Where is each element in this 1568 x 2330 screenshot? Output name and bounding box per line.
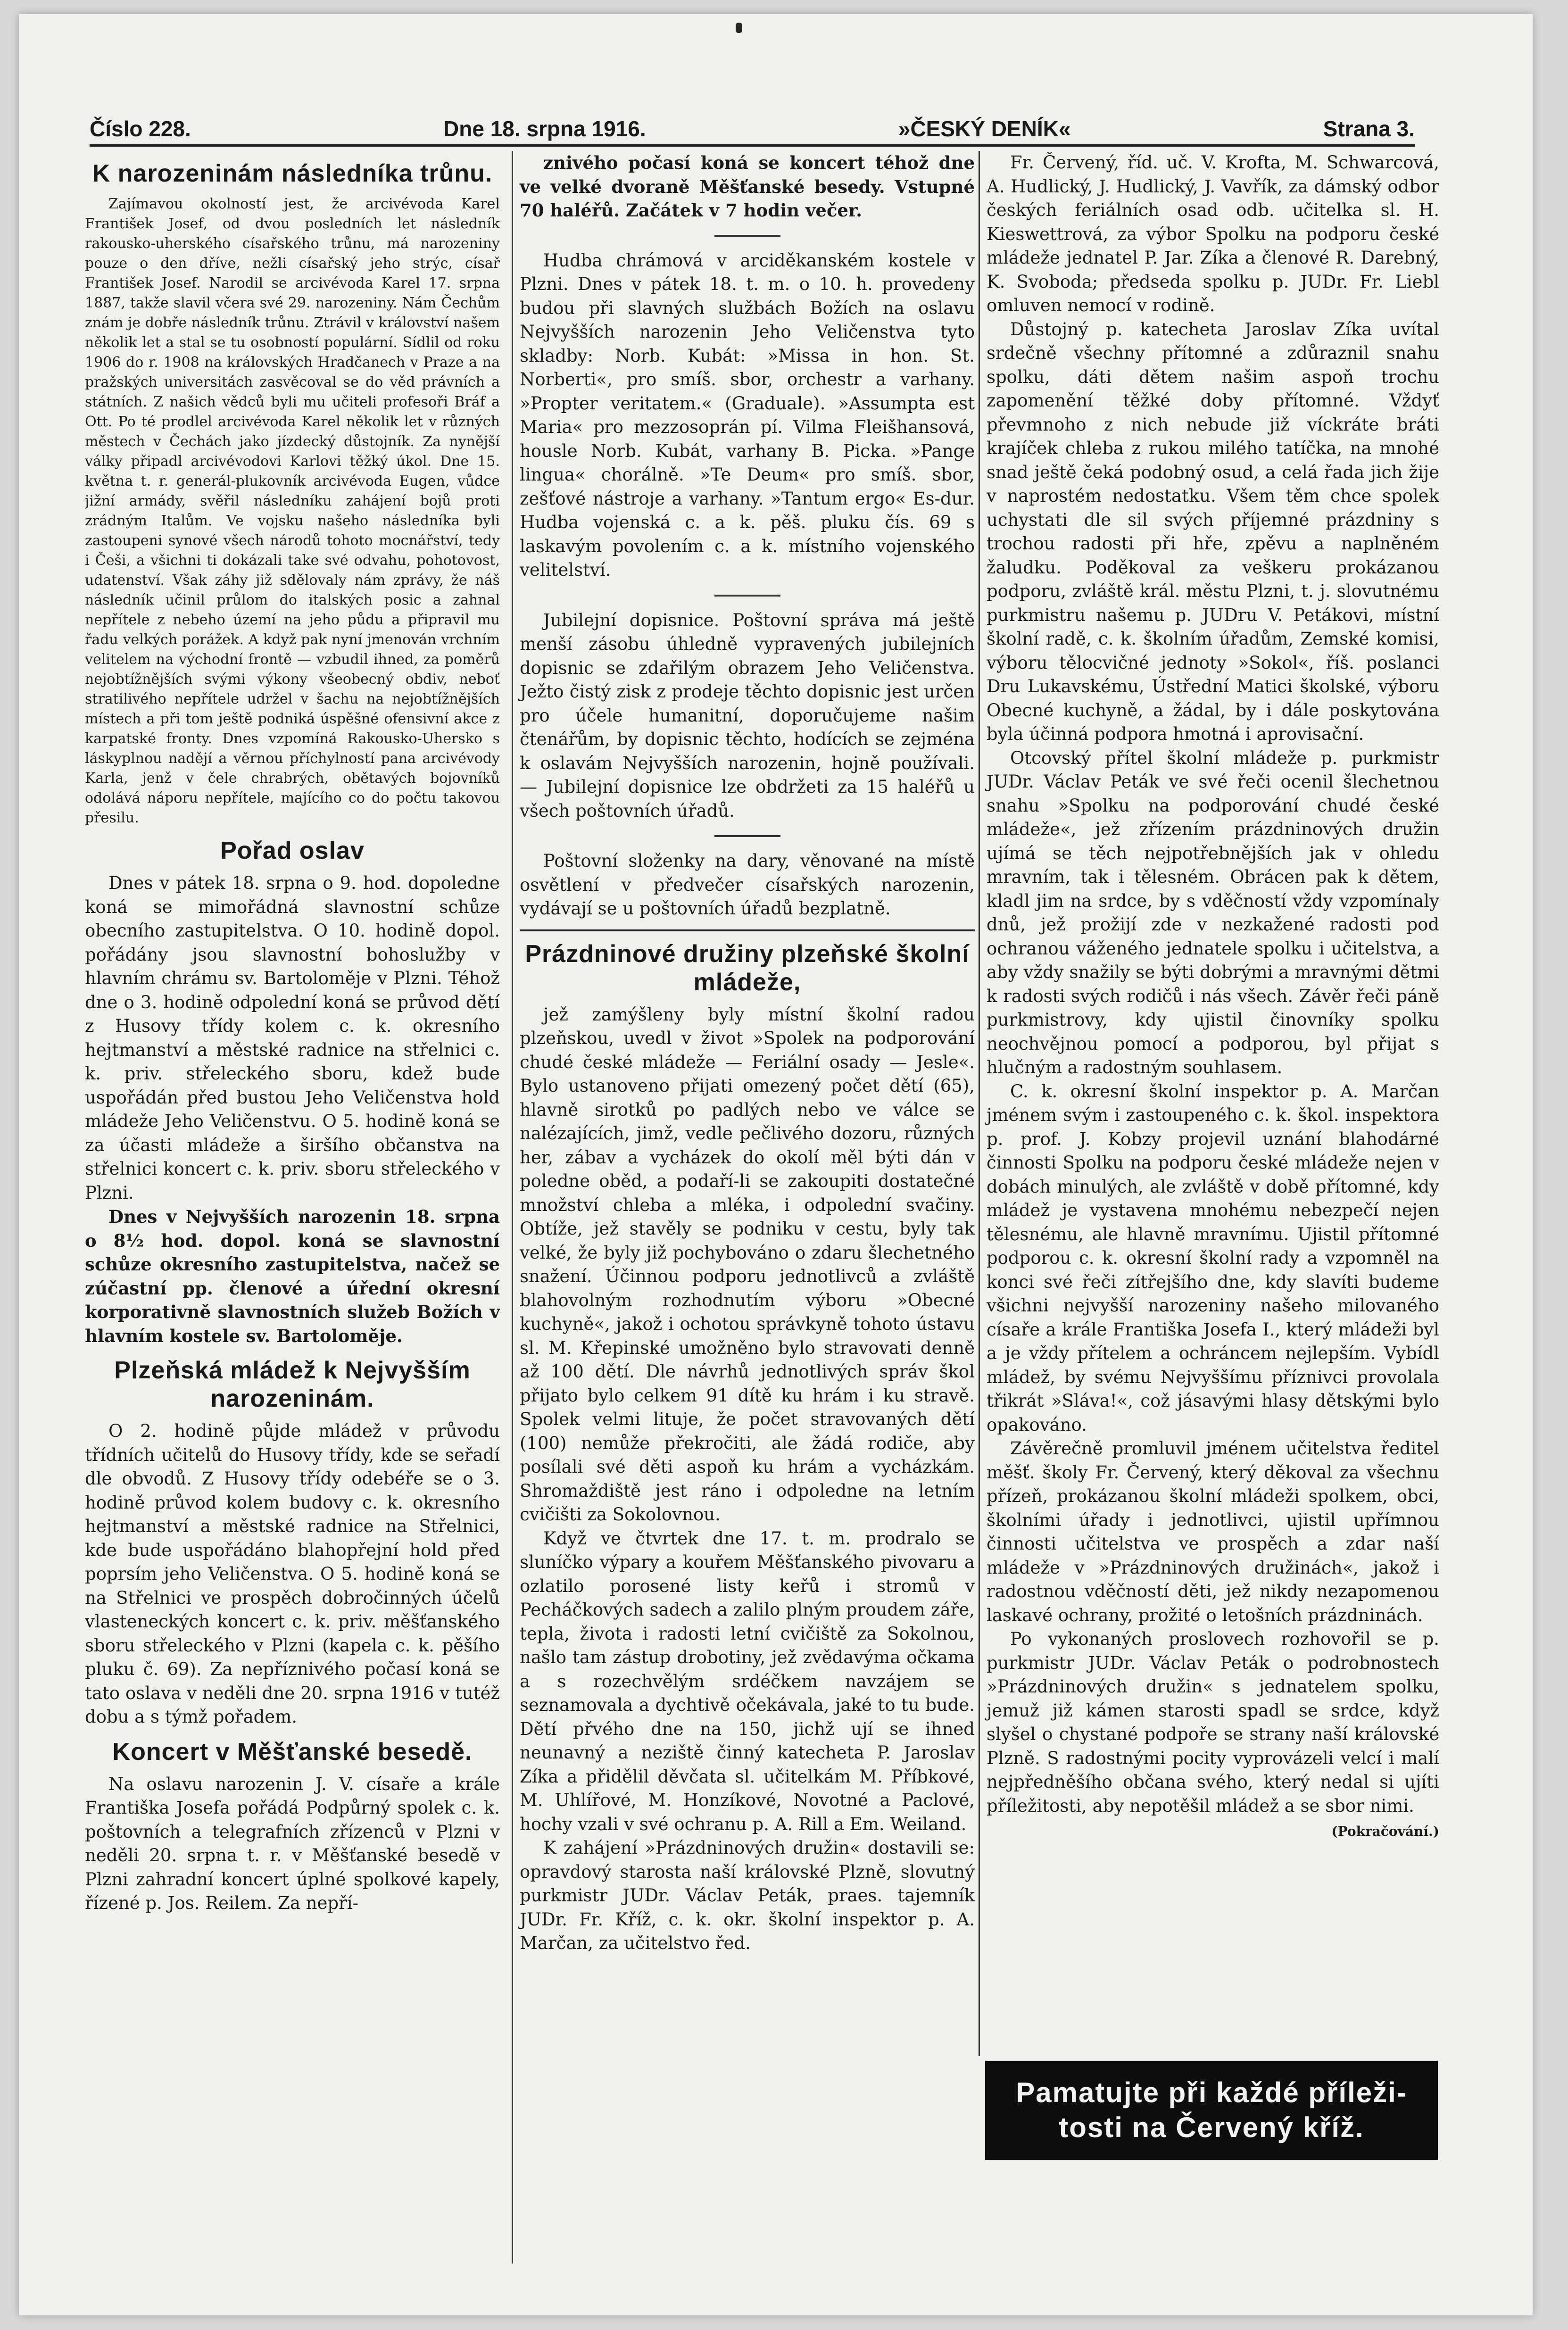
article-text: Hudba chrámová v arciděkanském kostele v Plzni. Dnes v pátek 18. t. m. o 10. h. provedeny budou při slavných službách Božích na oslavu Nejvyšších narozenin Jeho Veličenstva tyto skladby: Norb. Kubát: »Missa in hon. St. Norberti«, pro smíš. sbor, orchestr a varhany. »Propter veritatem.« (Graduale). »Assumpta est Maria« pro mezzosoprán pí. Vilma Fleišhansová, housle Norb. Kubát, varhany B. Picka. »Pange lingua« chorálně. »Te Deum« pro smíš. sbor, zešťové nástroje a varhany. »Tantum ergo« Es-dur. Hudba vojenská c. a k. pěš. pluku čís. 69 s laskavým povolením c. a k. místního vojenského velitelství.	[520, 250, 975, 580]
article-text: Když ve čtvrtek dne 17. t. m. prodralo se sluníčko výpary a kouřem Měšťanského pivovaru a ozlatilo porosené listy keřů i stromů v Pecháčkových sadech a zalilo plným proudem záře, tepla, života i radosti letní cvičiště za Sokolnou, našlo tam zástup drobotiny, jež zvědavýma očkama a s rozechvělým srdéčkem navzájem se seznamovala a dychtivě očekávala, jaké to tu bude. Dětí přvého dne na 150, jichž ují se ihned neunavný a neziště činný katecheta P. Jaroslav Zíka a přidělil děvčata sl. učitelkám M. Příbkové, M. Uhlířové, M. Honzíkové, Novotné a Paclové, hochy vzali v své ochranu p. A. Rill a Em. Weiland.	[520, 1528, 975, 1834]
separator	[714, 595, 780, 597]
notice-line: Pamatujte při každé příleži-	[1016, 2077, 1407, 2108]
article-text: C. k. okresní školní inspektor p. A. Marčan jménem svým i zastoupeného c. k. škol. inspektora p. prof. J. Kobzy projevil uznání blahodárné činnosti Spolku na podporu české mládeže nejen v dobách minulých, ale zvláště v době přítomné, kdy mládež je vystavena mnohému nebezpečí nejen tělesnému, ale hlavně mravnímu. Ujistil přítomné podporou c. k. okresní školní rady a vzpomněl na konci své řeči zítřejšího dne, kdy slavíti budeme všichni nejvyšší narozeniny našeho milovaného císaře a krále Františka Josefa I., který mládeži byl a je vždy přítelem a ochráncem nejlepším. Vybídl mládež, by svému Nejvyššímu příznivci provolala třikrát »Sláva!«, což jásavými hlasy dětskými bylo opakováno.	[987, 1081, 1439, 1435]
column-2	[512, 151, 975, 2264]
article-title: Pořad oslav	[220, 837, 365, 864]
red-cross-notice	[985, 2061, 1438, 2160]
column-1	[85, 151, 500, 2047]
article-text: Zajímavou okolností jest, že arcivévoda Karel František Josef, od dvou posledních let následník rakousko-uherského císařského trůnu, má narozeniny pouze o den dříve, nežli císařský jeho strýc, císař František Josef. Narodil se arcivévoda Karel 17. srpna 1887, takže slavil včera své 29. narozeniny. Nám Čechům znám je dobře následník trůnu. Ztrávil v království našem několik let a stal se tu osobností populární. Sídlil od roku 1906 do r. 1908 na královských Hradčanech v Praze a na pražských universitách zasvěcoval se do věd právních a státních. Z našich vědců byli mu učiteli profesoři Bráf a Ott. Po té prodlel arcivévoda Karel několik let v různých městech v Čechách jako jízdecký důstojník. Za nynější války připadl arcivévodovi Karlovi těžký úkol. Dne 15. května t. r. generál-plukovník arcivévoda Eugen, vůdce jižní armády, svěřil následníku zahájení bojů proti zrádným Italům. Ve vojsku našeho následníka byli zastoupeni synové všech národů tohoto mocnářství, tedy i Češi, a všichni ti dokázali take své odvahu, pohotovost, udatenství. Však záhy již sdělovaly nám zprávy, že náš následník učinil průlom do italských posic a zahnal nepřítele z nebeho území na jeho půdu a připravil mu řadu velkých porážek. A když pak nyní jmenován vrchním velitelem na východní frontě — vzbudil ihned, za poměrů nejobtížnějších svými výkony všeobecný obdiv, neboť stratilivého nepřítele udržel v šachu na nejobtížnějších místech a při tom ještě podniká úspěšné ofensivní akce z karpatské fronty. Dnes vzpomíná Rakousko-Uhersko s láskyplnou nadějí a věrnou příchylností pana arcivévody Karla, jenž v čele chrabrých, obětavých bojovníků odolává náporu nepřítele, majícího co do počtu takovou přesilu.	[85, 196, 500, 826]
article-text: Dnes v pátek 18. srpna o 9. hod. dopoledne koná se mimořádná slavnostní schůze obecního zastupitelstva. O 10. hodině dopol. pořádány jsou slavnostní bohoslužby v hlavním chrámu sv. Bartoloměje v Plzni. Téhož dne o 3. hodině odpolední koná se průvod dětí z Husovy třídy kolem c. k. okresního hejtmanství a městské radnice na střelnici c. k. priv. střeleckého sboru, kdež bude uspořádán před bustou Jeho Veličenstva hold mládeže Jeho Veličenstvu. O 5. hodině koná se za účasti mládeže a širšího občanstva na střelnici koncert c. k. priv. sboru střeleckého v Plzni.	[85, 873, 500, 1203]
article-title: K narozeninám následníka trůnu.	[92, 160, 493, 187]
article-text: Poštovní složenky na dary, věnované na místě osvětlení v předvečer císařských narozenin, vydávají se u poštovních úřadů bezplatně.	[520, 851, 975, 919]
section-rule	[520, 929, 975, 931]
separator	[714, 835, 780, 837]
newspaper-name: »ČESKÝ DENÍK«	[898, 116, 1071, 141]
column-3	[979, 151, 1439, 2056]
article-text: K zahájení »Prázdninových družin« dostavili se: opravdový starosta naší královské Plzně, slovutný purkmistr JUDr. Václav Peták, praes. tajemník JUDr. Fr. Kříž, c. k. okr. školní inspektor p. A. Marčan, za učitelstvo řed.	[520, 1838, 975, 1953]
article-text: Důstojný p. katecheta Jaroslav Zíka uvítal srdečně všechny přítomné a zdůraznil snahu spolku, dáti dětem našim aspoň trochu zapomenění těžké doby přítomné. Vždyť převmnoho z nich nebude již víckráte bráti krajíček chleba z rukou milého tatíčka, na mnohé snad ještě čeká podobný osud, a celá řada jich žije v naprostém nedostatku. Všem těm chce spolek uchystati dle sil svých příjemné prázdniny s trochou radosti při hře, zpěvu a naplněném žaludku. Poděkoval za veškeru prokázanou podporu, zvláště král. městu Plzni, t. j. slovutnému purkmistru našemu p. JUDru V. Petákovi, místní školní radě, c. k. školním úřadům, Zemské komisi, výboru tělocvičné jednoty »Sokol«, říš. poslanci Dru Lukavskému, Ústřední Matici školské, výboru Obecné kuchyně, a žádal, by i dále poskytována byla účinná podpora hmotná i aprovisační.	[987, 319, 1439, 744]
page-number: Strana 3.	[1323, 116, 1415, 141]
article-text: Závěrečně promluvil jménem učitelstva ředitel měšť. školy Fr. Červený, který děkoval za všechnu přízeň, prokázanou školní mládeži spolkem, obci, školními úřady i jednotlivci, ujistil upřímnou činnosti učitelstva ve prospěch a zdar naší mládeže v »Prázdninových družinách«, jakož i radostnou vděčností děti, jež nikdy nezapomenou laskavé ochrany, prožité o letošních prázdninách.	[987, 1438, 1439, 1625]
article-text: jež zamýšleny byly místní školní radou plzeňskou, uvedl v život »Spolek na podporování chudé české mládeže — Feriální osady — Jesle«. Bylo ustanoveno přijati omezený počet dětí (65), hlavně sirotků po padlých nebo ve válce se nalézajících, jimž, vedle pečlivého dozoru, různých her, zábav a vycházek do okolí měl býti dán v poledne oběd, a podaří-li se zakoupiti dostatečné množství chleba a mléka, i odpolední svačiny. Obtíže, jež stavěly se podniku v cestu, byly tak velké, že byly již pochybováno o zdaru šlechetného snažení. Účinnou podporu jednotlivců a zvláště blahovolným rozhodnutím výboru »Obecné kuchyně«, jakož i ochotou správkyně tohoto ústavu sl. M. Křepinské umožněno bylo stravovati denně až 100 dětí. Dle návrhů jednotlivých správ škol přijato bylo celkem 91 dítě ku hrám i ku stravě. Spolek velmi lituje, že počet stravovaných dětí (100) nemůže překročiti, ale žádá rodiče, aby posílali své děti aspoň ku hrám a vycházkám. Shromaždiště jest ráno i odpoledne na letním cvičišti za Sokolovnou.	[520, 1004, 975, 1525]
punch-mark	[736, 23, 742, 33]
article-text: Jubilejní dopisnice. Poštovní správa má ještě menší zásobu úhledně vypravených jubilejních dopisnic se zdařilým obrazem Jeho Veličenstva. Ježto čistý zisk z prodeje těchto dopisnic jest určen pro účele humanitní, doporučujeme našim čtenářům, by dopisnic těchto, hodících se zejména k oslavám Nejvyšších narozenin, hojně používali. — Jubilejní dopisnice lze obdržeti za 15 haléřů u všech poštovních úřadů.	[520, 610, 975, 821]
article-text: Po vykonaných proslovech rozhovořil se p. purkmistr JUDr. Václav Peták o podrobnostech »Prázdninových družin« s jednatelem spolku, jemuž již kámen starosti spadl se srdce, když slyšel o chystané podpoře se strany naší královské Plzně. S radostnými pocity vyprovázeli velcí i malí nejpředněšího občana svého, který nedal si ujíti příležitosti, aby nepotěšil mládež a se sbor nimi.	[987, 1629, 1439, 1816]
notice-line: tosti na Červený kříž.	[1059, 2112, 1364, 2143]
article-text: Dnes v Nejvyšších narozenin 18. srpna o 8½ hod. dopol. koná se slavnostní schůze okresního zastupitelstva, načež se zúčastní pp. členové a úřední okresní korporativně slavnostních služeb Božích v hlavním kostele sv. Bartoloměje.	[85, 1206, 500, 1346]
article-text: znivého počasí koná se koncert téhož dne ve velké dvoraně Měšťanské besedy. Vstupné 70 haléřů. Začátek v 7 hodin večer.	[520, 152, 975, 221]
separator	[714, 235, 780, 237]
article-title: Prázdninové družiny plzeňské školní mládeže,	[525, 940, 970, 996]
continuation-note: (Pokračování.)	[1331, 1824, 1439, 1839]
article-text: Na oslavu narozenin J. V. císaře a krále Františka Josefa pořádá Podpůrný spolek c. k. poštovních a telegrafních zřízenců v Plzni v neděli 20. srpna t. r. v Měšťanské besedě v Plzni zahradní koncert úplné spolkové kapely, řízené p. Jos. Reilem. Za nepří-	[85, 1774, 500, 1913]
page-header	[90, 108, 1415, 147]
article-title: Plzeňská mládež k Nejvyšším narozeninám.	[114, 1357, 471, 1412]
issue-number: Číslo 228.	[90, 116, 191, 141]
article-title: Koncert v Měšťanské besedě.	[112, 1738, 473, 1766]
article-text: O 2. hodině půjde mládež v průvodu třídních učitelů do Husovy třídy, kde se seřadí dle obvodů. Z Husovy třídy odebéře se o 3. hodině průvod kolem budovy c. k. okresního hejtmanství a městské radnice na Střelnici, kde bude uspořádáno blahopřejní hold před poprsím jeho Veličenstva. O 5. hodině koná se na Střelnici ve prospěch dobročinných účelů vlasteneckých koncert c. k. priv. měšťanského sboru střeleckého v Plzni (kapela c. k. pěšího pluku č. 69). Za nepříznivého počasí koná se tato oslava v neděli dne 20. srpna 1916 v tutéž dobu a s týmž pořadem.	[85, 1421, 500, 1727]
issue-date: Dne 18. srpna 1916.	[443, 116, 646, 141]
article-text: Otcovský přítel školní mládeže p. purkmistr JUDr. Václav Peták ve své řeči ocenil šlechetnou snahu »Spolku na podporování chudé české mládeže«, jež zřízením prázdninových družin ujímá se těch nejpotřebnějších jak v ohledu mravním, tak i tělesném. Obrácen pak k dětem, kladl jim na srdce, by s vděčností vždy vzpomínaly dnů, jež prožijí zde v nezkažené radosti pod ochranou váženého jednatele spolku i učitelstva, a aby vždy snažily se býti dobrými a mravnými dětmi k radosti svých rodičů i nás všech. Závěr řeči páně purkmistrovy, kdy ujistil činovníky spolku neochvějnou pomocí a podporou, byl přijat s hlučným a radostným souhlasem.	[987, 747, 1439, 1078]
article-text: Fr. Červený, říd. uč. V. Krofta, M. Schwarcová, A. Hudlický, J. Hudlický, J. Vavřík, za dámský odbor českých feriálních osad odb. učitelka sl. H. Kieswettrová, za výbor Spolku na podporu české mládeže jednatel P. Jar. Zíka a členové R. Darebný, K. Svoboda; předseda spolku p. JUDr. Fr. Liebl omluven nemocí v rodině.	[987, 152, 1439, 315]
